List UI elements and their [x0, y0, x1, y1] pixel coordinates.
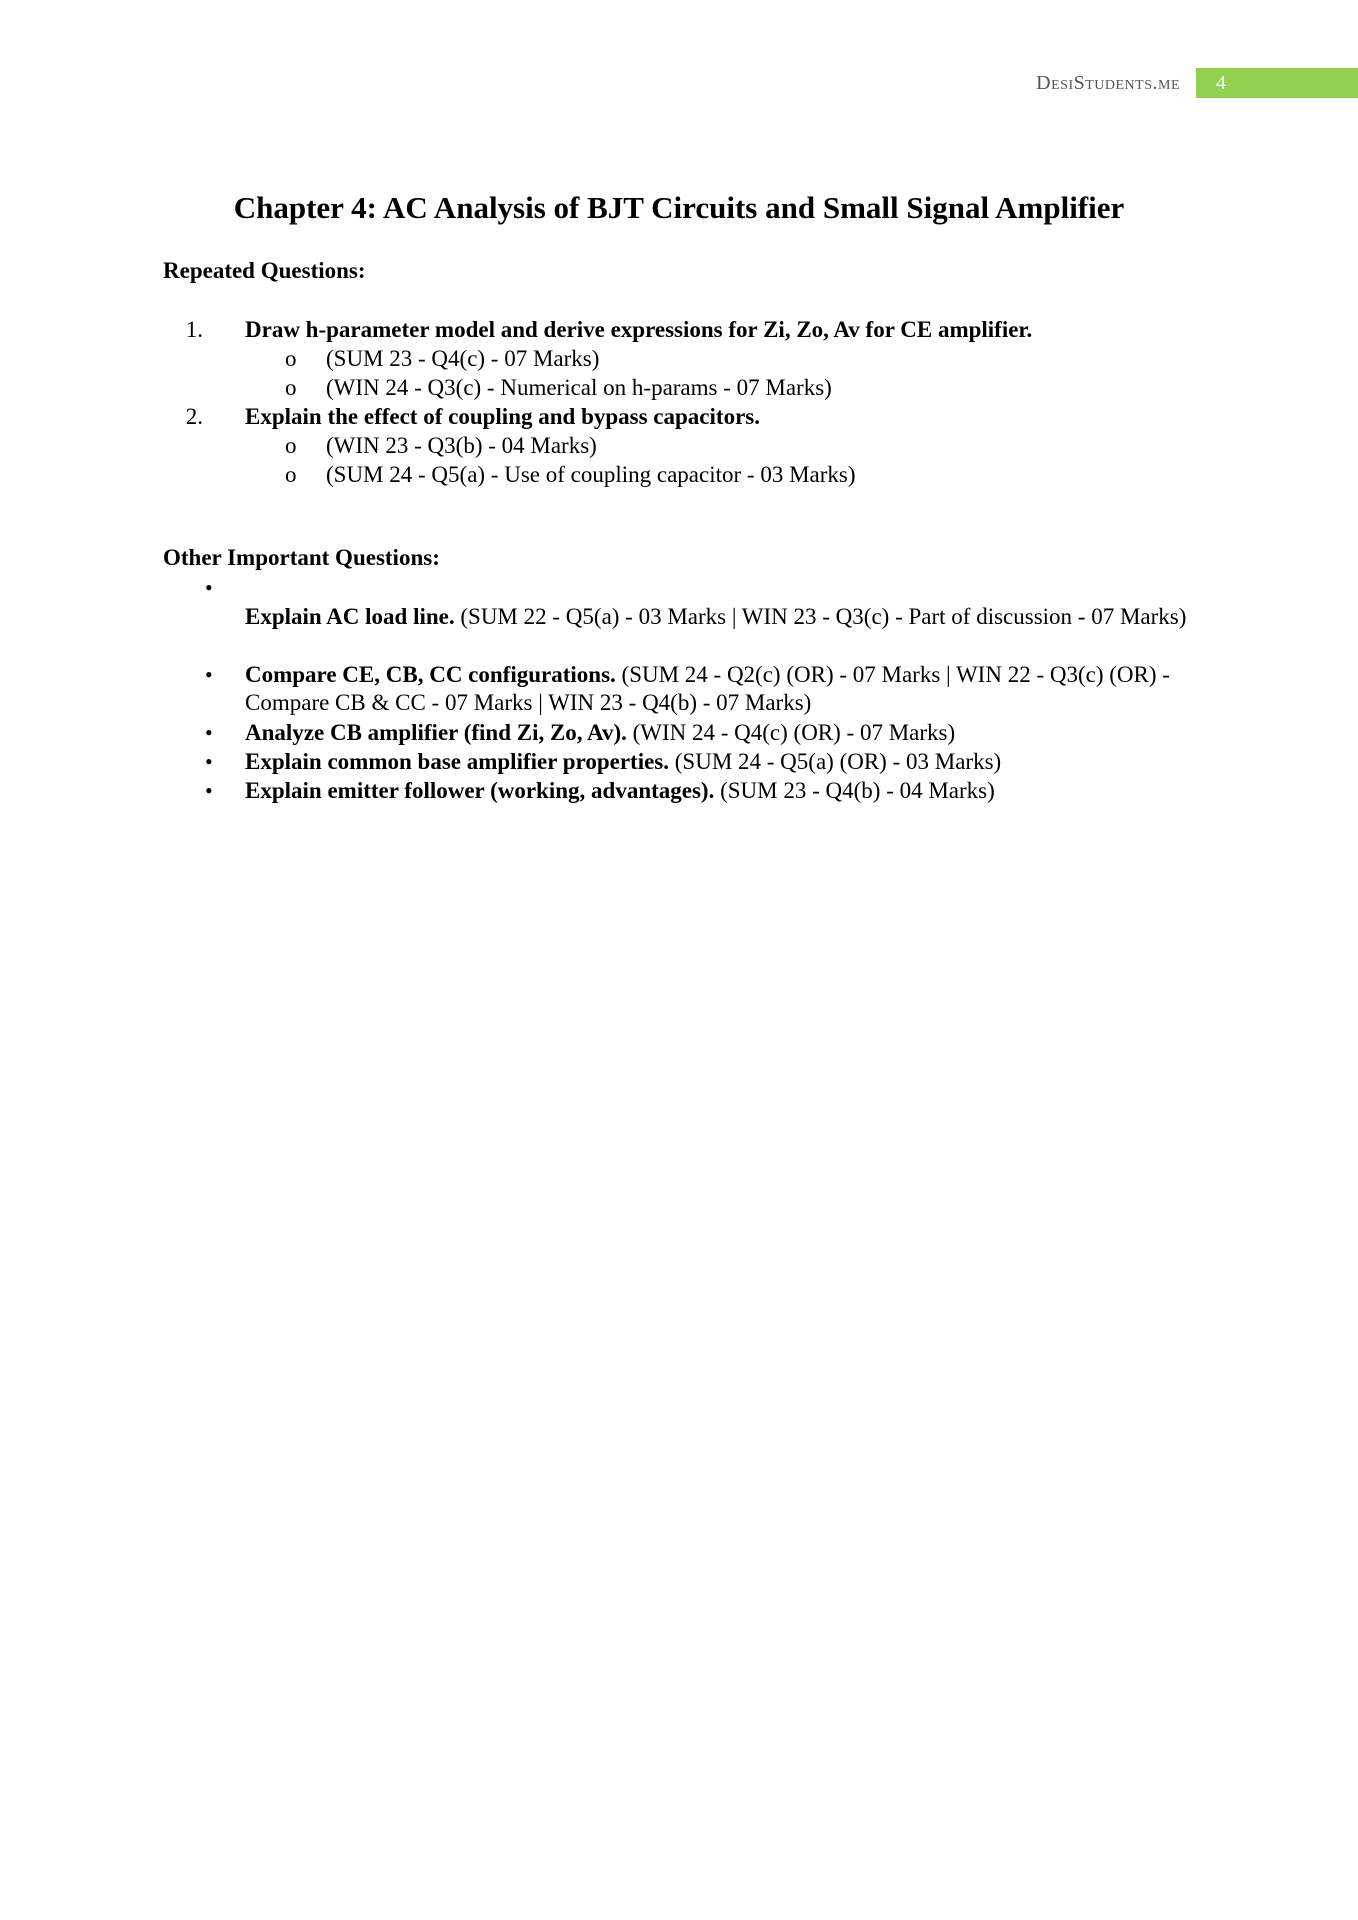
question-number: 2.	[185, 404, 203, 429]
question-reference: (SUM 24 - Q5(a) - Use of coupling capacitor - 03 Marks)	[326, 462, 856, 487]
page-number: 4	[1196, 68, 1358, 98]
question-number: 1.	[185, 317, 203, 342]
question-text: Draw h-parameter model and derive expressions for Zi, Zo, Av for CE amplifier.	[245, 317, 1033, 342]
question-title: Explain AC load line.	[245, 604, 455, 629]
question-reference: (WIN 24 - Q4(c) (OR) - 07 Marks)	[626, 720, 956, 745]
sub-marker: o	[285, 462, 297, 487]
question-title: Explain emitter follower (working, advantages).	[245, 778, 715, 803]
question-title: Compare CE, CB, CC configurations.	[245, 662, 616, 687]
bullet-marker: •	[205, 662, 213, 687]
bullet-marker: •	[205, 720, 213, 745]
bullet-marker: •	[205, 749, 213, 774]
question-reference: (SUM 22 - Q5(a) - 03 Marks | WIN 23 - Q3(c) - Part of discussion - 07 Marks)	[454, 604, 1187, 629]
bullet-marker: •	[205, 778, 213, 803]
question-text: Explain the effect of coupling and bypass capacitors.	[245, 404, 760, 429]
question-reference: (SUM 23 - Q4(c) - 07 Marks)	[326, 346, 600, 371]
sub-marker: o	[285, 433, 297, 458]
question-reference: (SUM 23 - Q4(b) - 04 Marks)	[714, 778, 995, 803]
sub-marker: o	[285, 375, 297, 400]
sub-marker: o	[285, 346, 297, 371]
other-questions-heading: Other Important Questions:	[163, 545, 440, 570]
question-reference: (WIN 24 - Q3(c) - Numerical on h-params - 07 Marks)	[326, 375, 832, 400]
question-reference: (SUM 24 - Q2(c) (OR) - 07 Marks | WIN 22 - Q3(c) (OR) - Compare CB & CC - 07 Marks | WIN 23 - Q4(b) - 07 Marks)	[245, 662, 1170, 715]
bullet-marker: •	[205, 575, 213, 600]
question-reference: (WIN 23 - Q3(b) - 04 Marks)	[326, 433, 597, 458]
site-name: DesiStudents.me	[1036, 71, 1180, 94]
question-reference: (SUM 24 - Q5(a) (OR) - 03 Marks)	[669, 749, 1002, 774]
question-title: Analyze CB amplifier (find Zi, Zo, Av).	[245, 720, 627, 745]
chapter-title: Chapter 4: AC Analysis of BJT Circuits and Small Signal Amplifier	[233, 190, 1125, 225]
repeated-questions-heading: Repeated Questions:	[163, 258, 366, 283]
page-header	[1036, 68, 1358, 98]
question-title: Explain common base amplifier properties.	[245, 749, 670, 774]
